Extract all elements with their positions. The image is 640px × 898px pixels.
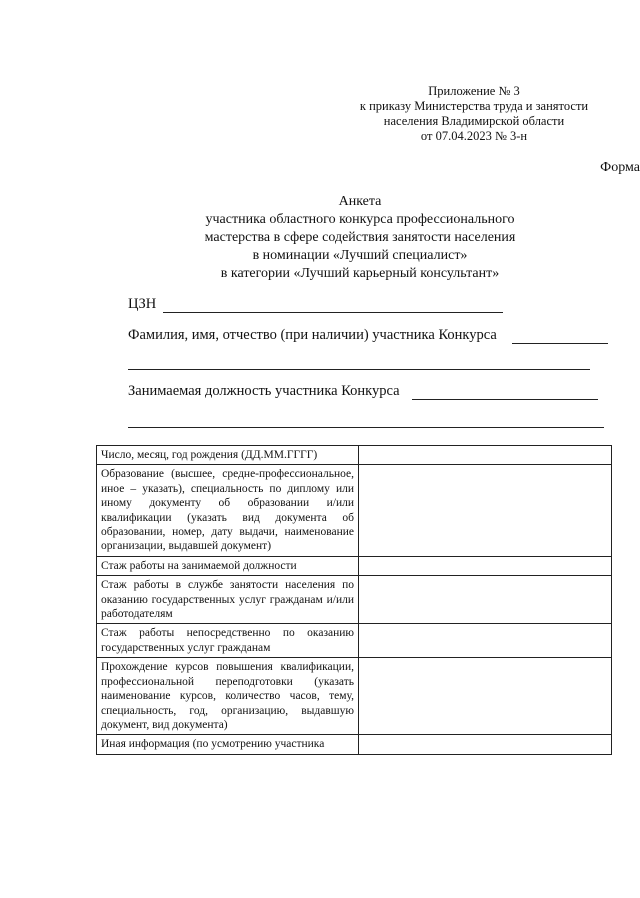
czn-input-line[interactable]	[163, 312, 503, 313]
row-label: Стаж работы на занимаемой должности	[97, 556, 359, 575]
row-label: Стаж работы в службе занятости населения по оказанию государственных услуг гражданам и/или работодателям	[97, 576, 359, 624]
row-value-cell[interactable]	[359, 465, 612, 556]
row-label: Иная информация (по усмотрению участника	[97, 735, 359, 754]
fio-input-line[interactable]	[512, 343, 608, 344]
row-value-cell[interactable]	[359, 576, 612, 624]
row-label: Образование (высшее, средне-профессиональное, иное – указать), специальность по диплому или иному документу об образовании и/или квалификации (указать вид документа об образовании, номер, дату выдачи, наименование организации, выдавшей документ)	[97, 465, 359, 556]
title-line: в номинации «Лучший специалист»	[252, 248, 468, 263]
questionnaire-table	[96, 445, 612, 755]
position-input-line[interactable]	[412, 399, 598, 400]
table-row	[97, 465, 612, 556]
row-value-cell[interactable]	[359, 446, 612, 465]
appendix-line: Приложение № 3	[428, 84, 520, 98]
appendix-line: населения Владимирской области	[383, 114, 565, 128]
appendix-line: от 07.04.2023 № 3-н	[420, 129, 528, 143]
row-label: Число, месяц, год рождения (ДД.ММ.ГГГГ)	[97, 446, 359, 465]
title-line: мастерства в сфере содействия занятости населения	[204, 230, 516, 245]
row-value-cell[interactable]	[359, 556, 612, 575]
title-line: в категории «Лучший карьерный консультант»	[220, 266, 500, 281]
row-value-cell[interactable]	[359, 735, 612, 754]
fio-label: Фамилия, имя, отчество (при наличии) участника Конкурса	[128, 327, 497, 343]
position-label: Занимаемая должность участника Конкурса	[128, 383, 400, 399]
title-line: Анкета	[338, 194, 382, 209]
table-row	[97, 658, 612, 735]
row-value-cell[interactable]	[359, 624, 612, 658]
title-line: участника областного конкурса профессионального	[205, 212, 515, 227]
table-row	[97, 624, 612, 658]
row-label: Стаж работы непосредственно по оказанию государственных услуг гражданам	[97, 624, 359, 658]
form-label: Форма	[600, 160, 640, 175]
table-row	[97, 446, 612, 465]
czn-label: ЦЗН	[128, 296, 157, 312]
fio-input-line-2[interactable]	[128, 369, 590, 370]
appendix-header	[344, 84, 604, 144]
row-value-cell[interactable]	[359, 658, 612, 735]
document-title	[140, 193, 580, 283]
table-row	[97, 576, 612, 624]
table-row	[97, 735, 612, 754]
position-input-line-2[interactable]	[128, 427, 604, 428]
row-label: Прохождение курсов повышения квалификации, профессиональной переподготовки (указать наименование курсов, количество часов, тему, специальность, год, организацию, выдавшую документ, вид документа)	[97, 658, 359, 735]
table-row	[97, 556, 612, 575]
appendix-line: к приказу Министерства труда и занятости	[359, 99, 589, 113]
